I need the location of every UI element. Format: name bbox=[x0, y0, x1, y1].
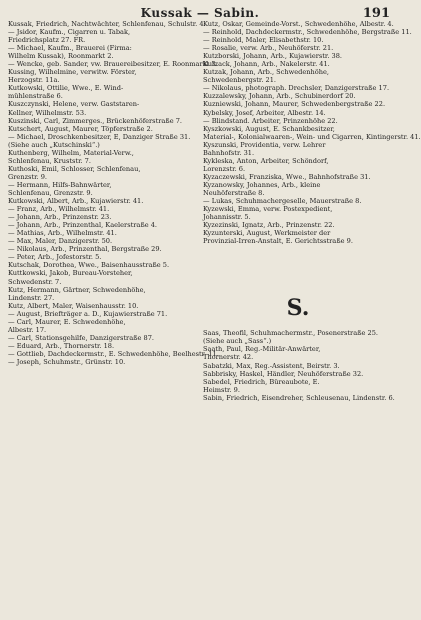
entry: — Nikolaus, photograph. Drechsler, Danzigerstraße 17. bbox=[203, 84, 390, 93]
entry: Wilhelm Kussak), Roonmarkt 2. bbox=[8, 52, 114, 61]
entry: Schwedenstr. 7. bbox=[8, 277, 62, 286]
entry: (Siehe auch „Sass“.) bbox=[203, 337, 272, 346]
entry: Kuthenberg, Wilhelm, Material-Verw., bbox=[8, 148, 134, 157]
entry: Thornerstr. 42. bbox=[203, 353, 254, 362]
entry: Lindenstr. 27. bbox=[8, 293, 55, 302]
entry: — Johann, Arb., Prinzenthal, Kaelerstraße 4. bbox=[8, 221, 158, 230]
entry: — Nikolaus, Arb., Prinzenthal, Bergstraße 29. bbox=[8, 245, 162, 254]
entry: Kybelsky, Josef, Arbeiter, Albestr. 14. bbox=[203, 108, 326, 117]
entry: Kuzzalewsky, Johann, Arb., Schubinerdorf 20. bbox=[203, 92, 356, 101]
section-letter-heading: S. bbox=[286, 295, 310, 322]
entry: Albestr. 17. bbox=[8, 325, 47, 334]
entry: Kyzewski, Emma, verw. Postexpedient, bbox=[203, 205, 333, 214]
entry: Saas, Theofil, Schuhmachermstr., Posenerstraße 25. bbox=[203, 329, 379, 338]
entry: Kutz, Oskar, Gemeinde-Vorst., Schwedenhöhe, Albestr. 4. bbox=[203, 20, 394, 28]
entry: Kutzborski, Johann, Arb., Kujawierstr. 38. bbox=[203, 52, 343, 61]
entry: Schwedenbergstr. 21. bbox=[203, 76, 277, 85]
entry: — Lukas, Schuhmachergeselle, Mauerstraße 8. bbox=[203, 197, 362, 206]
entry: Herzogstr. 11a. bbox=[8, 76, 60, 85]
entry: — Reinhold, Maler, Elisabethstr. 10. bbox=[203, 36, 324, 45]
entry: — Johann, Arb., Prinzenstr. 23. bbox=[8, 213, 112, 222]
entry: — Carl, Maurer, E. Schwedenhöhe, bbox=[8, 317, 126, 326]
running-head: Kussak — Sabin. bbox=[140, 6, 260, 20]
entry: Heimstr. 9. bbox=[203, 385, 240, 394]
entry: Friedrichsplatz 27. FR. bbox=[8, 36, 86, 45]
entry: — Eduard, Arb., Thornerstr. 18. bbox=[8, 341, 115, 350]
entry: Sabatzki, Max, Reg.-Assistent, Beirstr. 3. bbox=[203, 361, 340, 370]
entry: Kutzack, Johann, Arb., Nakelerstr. 41. bbox=[203, 60, 330, 69]
entry: Kykleska, Anton, Arbeiter, Schöndorf, bbox=[203, 156, 329, 165]
entry: Kutz, Hermann, Gärtner, Schwedenhöhe, bbox=[8, 285, 146, 294]
entry: — Rosalie, verw. Arb., Neuhöferstr. 21. bbox=[203, 44, 334, 53]
entry: Kuszinski, Carl, Zimmerges., Brückenhöferstraße 7. bbox=[8, 116, 182, 125]
entry: Schlenfenau, Grenzstr. 9. bbox=[8, 188, 93, 197]
entry: — Peter, Arb., Jofestorstr. 5. bbox=[8, 253, 102, 262]
entry: Sabedel, Friedrich, Büreaubote, E. bbox=[203, 377, 320, 386]
entry: Sabin, Friedrich, Eisendreher, Schleusenau, Lindenstr. 6. bbox=[203, 393, 395, 402]
entry: Kuthoski, Emil, Schlosser, Schlenfenau, bbox=[8, 164, 141, 173]
entry: — Michael, Kaufm., Brauerei (Firma: bbox=[8, 44, 132, 53]
entry: Kutschert, August, Maurer, Töpferstraße 2. bbox=[8, 124, 153, 133]
entry: — Franz, Arb., Wilhelmstr. 41. bbox=[8, 205, 110, 214]
entry: — Wencke, geb. Sander, vw. Brauereibesitzer, E. Roonmarkt 3. bbox=[8, 60, 218, 69]
entry: — Max, Maler, Danzigerstr. 50. bbox=[8, 237, 113, 246]
entry: Kyzanowsky, Johannes, Arb., kleine bbox=[203, 180, 321, 189]
entry: Kyszkowski, August, E. Schankbesitzer, bbox=[203, 124, 335, 133]
entry: — Blindstand. Arbeiter, Prinzenhöhe 22. bbox=[203, 116, 338, 125]
entry: Sabbrisky, Haskel, Händler, Neuhöferstraße 32. bbox=[203, 369, 364, 378]
entry: Kyzezinski, Ignatz, Arb., Prinzenstr. 22. bbox=[203, 221, 335, 230]
entry: — Joseph, Schuhmstr., Grünstr. 10. bbox=[8, 357, 126, 366]
entry: Kutschak, Dorothea, Wwe., Baisenhausstraße 5. bbox=[8, 261, 170, 270]
entry: — Michael, Droschkenbesitzer, E, Danziger Straße 31. bbox=[8, 132, 191, 141]
entry: — August, Briefträger a. D., Kujawierstraße 71. bbox=[8, 309, 168, 318]
entry: mühlenstraße 6. bbox=[8, 92, 63, 101]
entry: (Siehe auch „Kutschinski“.) bbox=[8, 140, 100, 149]
entry: Kuszczynski, Helene, verw. Gaststaren- bbox=[8, 100, 140, 109]
entry: Kuttkowski, Jakob, Bureau-Vorsteher, bbox=[8, 269, 133, 278]
entry: Grenzstr. 9. bbox=[8, 172, 47, 181]
entry: Kyzunterski, August, Werkmeister der bbox=[203, 229, 331, 238]
entry: Kyzaczewski, Franziska, Wwe., Bahnhofstraße 31. bbox=[203, 172, 371, 181]
entry: Material-, Kolonialwaaren-, Wein- und Cigarren, Kintingerstr. 41. bbox=[203, 132, 421, 141]
entry: Schlenfenau, Kruststr. 7. bbox=[8, 156, 91, 165]
entry: Neuhöferstraße 8. bbox=[203, 188, 265, 197]
entry: Bahnhofstr. 31. bbox=[203, 148, 255, 157]
entry: — Gottlieb, Dachdeckermstr., E. Schwedenhöhe, Beelhestr. 11. bbox=[8, 349, 219, 358]
entry: — Jsidor, Kaufm., Cigarren u. Tabak, bbox=[8, 28, 131, 37]
entry: — Mathias, Arb., Wilhelmstr. 41. bbox=[8, 229, 117, 238]
entry: Kyszunski, Providentia, verw. Lehrer bbox=[203, 140, 326, 149]
entry: — Hermann, Hilfs-Bahnwärter, bbox=[8, 180, 112, 189]
entry: Lorenzstr. 6. bbox=[203, 164, 246, 173]
entry: Kutz, Albert, Maler, Waisenhausstr. 10. bbox=[8, 301, 139, 310]
entry: Kutkowski, Ottilie, Wwe., E. Wind- bbox=[8, 84, 124, 93]
right-column bbox=[203, 20, 421, 402]
left-column bbox=[8, 20, 219, 366]
entry: Kutzak, Johann, Arb., Schwedenhöhe, bbox=[203, 68, 330, 77]
page-number: 191 bbox=[362, 6, 390, 21]
entry: Kutkowski, Albert, Arb., Kujawierstr. 41. bbox=[8, 197, 144, 206]
entry: Provinzial-Irren-Anstalt, E. Gerichtsstraße 9. bbox=[203, 237, 353, 246]
entry: Johannisstr. 5. bbox=[203, 213, 251, 222]
entry: Kuzniewski, Johann, Maurer, Schwedenbergstraße 22. bbox=[203, 100, 386, 109]
entry: — Reinhold, Dachdeckermstr., Schwedenhöhe, Bergstraße 11. bbox=[203, 28, 412, 37]
entry: Kussak, Friedrich, Nachtwächter, Schlenfenau, Schulstr. 4. bbox=[8, 20, 206, 28]
entry: Saath, Paul, Reg.-Militär-Anwärter, bbox=[203, 345, 321, 354]
entry: Kussing, Wilhelmine, verwitw. Förster, bbox=[8, 68, 137, 77]
entry: Kellner, Wilhelmstr. 53. bbox=[8, 108, 87, 117]
entry: — Carl, Stationsgehilfe, Danzigerstraße 87. bbox=[8, 333, 155, 342]
